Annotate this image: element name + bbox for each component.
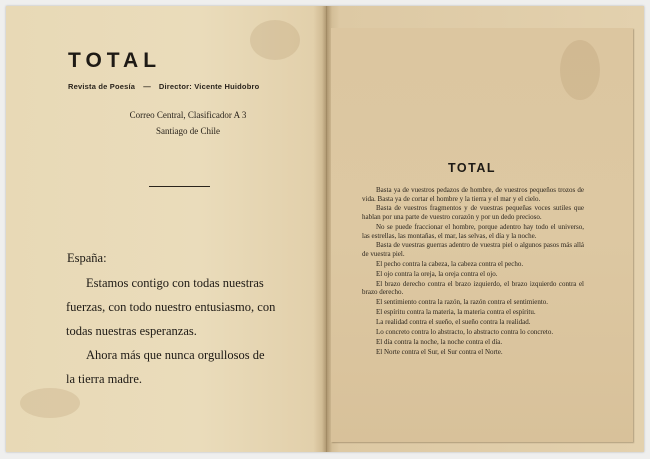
- manifesto-paragraph: El espíritu contra la materia, la materia contra el espíritu.: [376, 308, 536, 317]
- manifesto-paragraph: Basta de vuestras guerras adentro de vuestra piel o algunos pasos más allá de vuestra piel.: [362, 241, 584, 259]
- dedication-paragraph-2: [66, 343, 290, 391]
- subtitle-separator: —: [143, 82, 151, 91]
- paper-stain: [250, 20, 300, 60]
- manifesto-paragraph: El sentimiento contra la razón, la razón contra el sentimiento.: [376, 298, 549, 307]
- manifesto-paragraph: La realidad contra el sueño, el sueño contra la realidad.: [376, 317, 531, 326]
- address-line-1: Correo Central, Clasificador A 3: [129, 110, 247, 120]
- manifesto-paragraph: El día contra la noche, la noche contra el día.: [376, 337, 503, 346]
- text-line: todas nuestras esperanzas.: [66, 324, 197, 338]
- magazine-subtitle: [68, 82, 259, 91]
- divider-rule: [149, 186, 210, 187]
- subtitle-director: Director: Vicente Huidobro: [158, 82, 260, 91]
- manifesto-paragraph: El Norte contra el Sur, el Sur contra el Norte.: [376, 347, 503, 356]
- manifesto-text: [362, 186, 584, 358]
- manifesto-paragraph: El pecho contra la cabeza, la cabeza contra el pecho.: [376, 259, 524, 268]
- subtitle-journal: Revista de Poesía: [68, 82, 136, 91]
- manifesto-paragraph: El brazo derecho contra el brazo izquierdo, el brazo izquierdo contra el brazo derecho.: [362, 279, 584, 297]
- manifesto-paragraph: Lo concreto contra lo abstracto, lo abstracto contra lo concreto.: [376, 327, 554, 336]
- text-line: fuerzas, con todo nuestro entusiasmo, con: [66, 300, 276, 314]
- paper-stain: [20, 388, 80, 418]
- address-line-2: Santiago de Chile: [156, 126, 220, 136]
- text-line: Ahora más que nunca orgullosos de: [86, 348, 265, 362]
- manifesto-paragraph: Basta ya de vuestros pedazos de hombre, de vuestros pequeños trozos de vida. Basta ya de cortar el hombre y la tierra y el mar y el cielo.: [362, 186, 584, 203]
- dedication-paragraph-1: [66, 271, 290, 343]
- manifesto-paragraph: No se puede fraccionar el hombre, porque adentro hay todo el universo, las estrellas, las montañas, el mar, las selvas, el día y la noche.: [362, 222, 584, 240]
- salutation: España:: [67, 251, 107, 265]
- paper-stain: [560, 40, 600, 100]
- manifesto-paragraph: Basta de vuestros fragmentos y de vuestras pequeñas voces sutiles que hablan por una parte de vuestro corazón y por un dedo precioso.: [362, 204, 584, 222]
- magazine-title: TOTAL: [68, 49, 162, 72]
- manifesto-title: TOTAL: [447, 161, 496, 175]
- manifesto-paragraph: El ojo contra la oreja, la oreja contra el ojo.: [376, 269, 498, 278]
- text-line: la tierra madre.: [66, 372, 142, 386]
- text-line: Estamos contigo con todas nuestras: [86, 276, 264, 290]
